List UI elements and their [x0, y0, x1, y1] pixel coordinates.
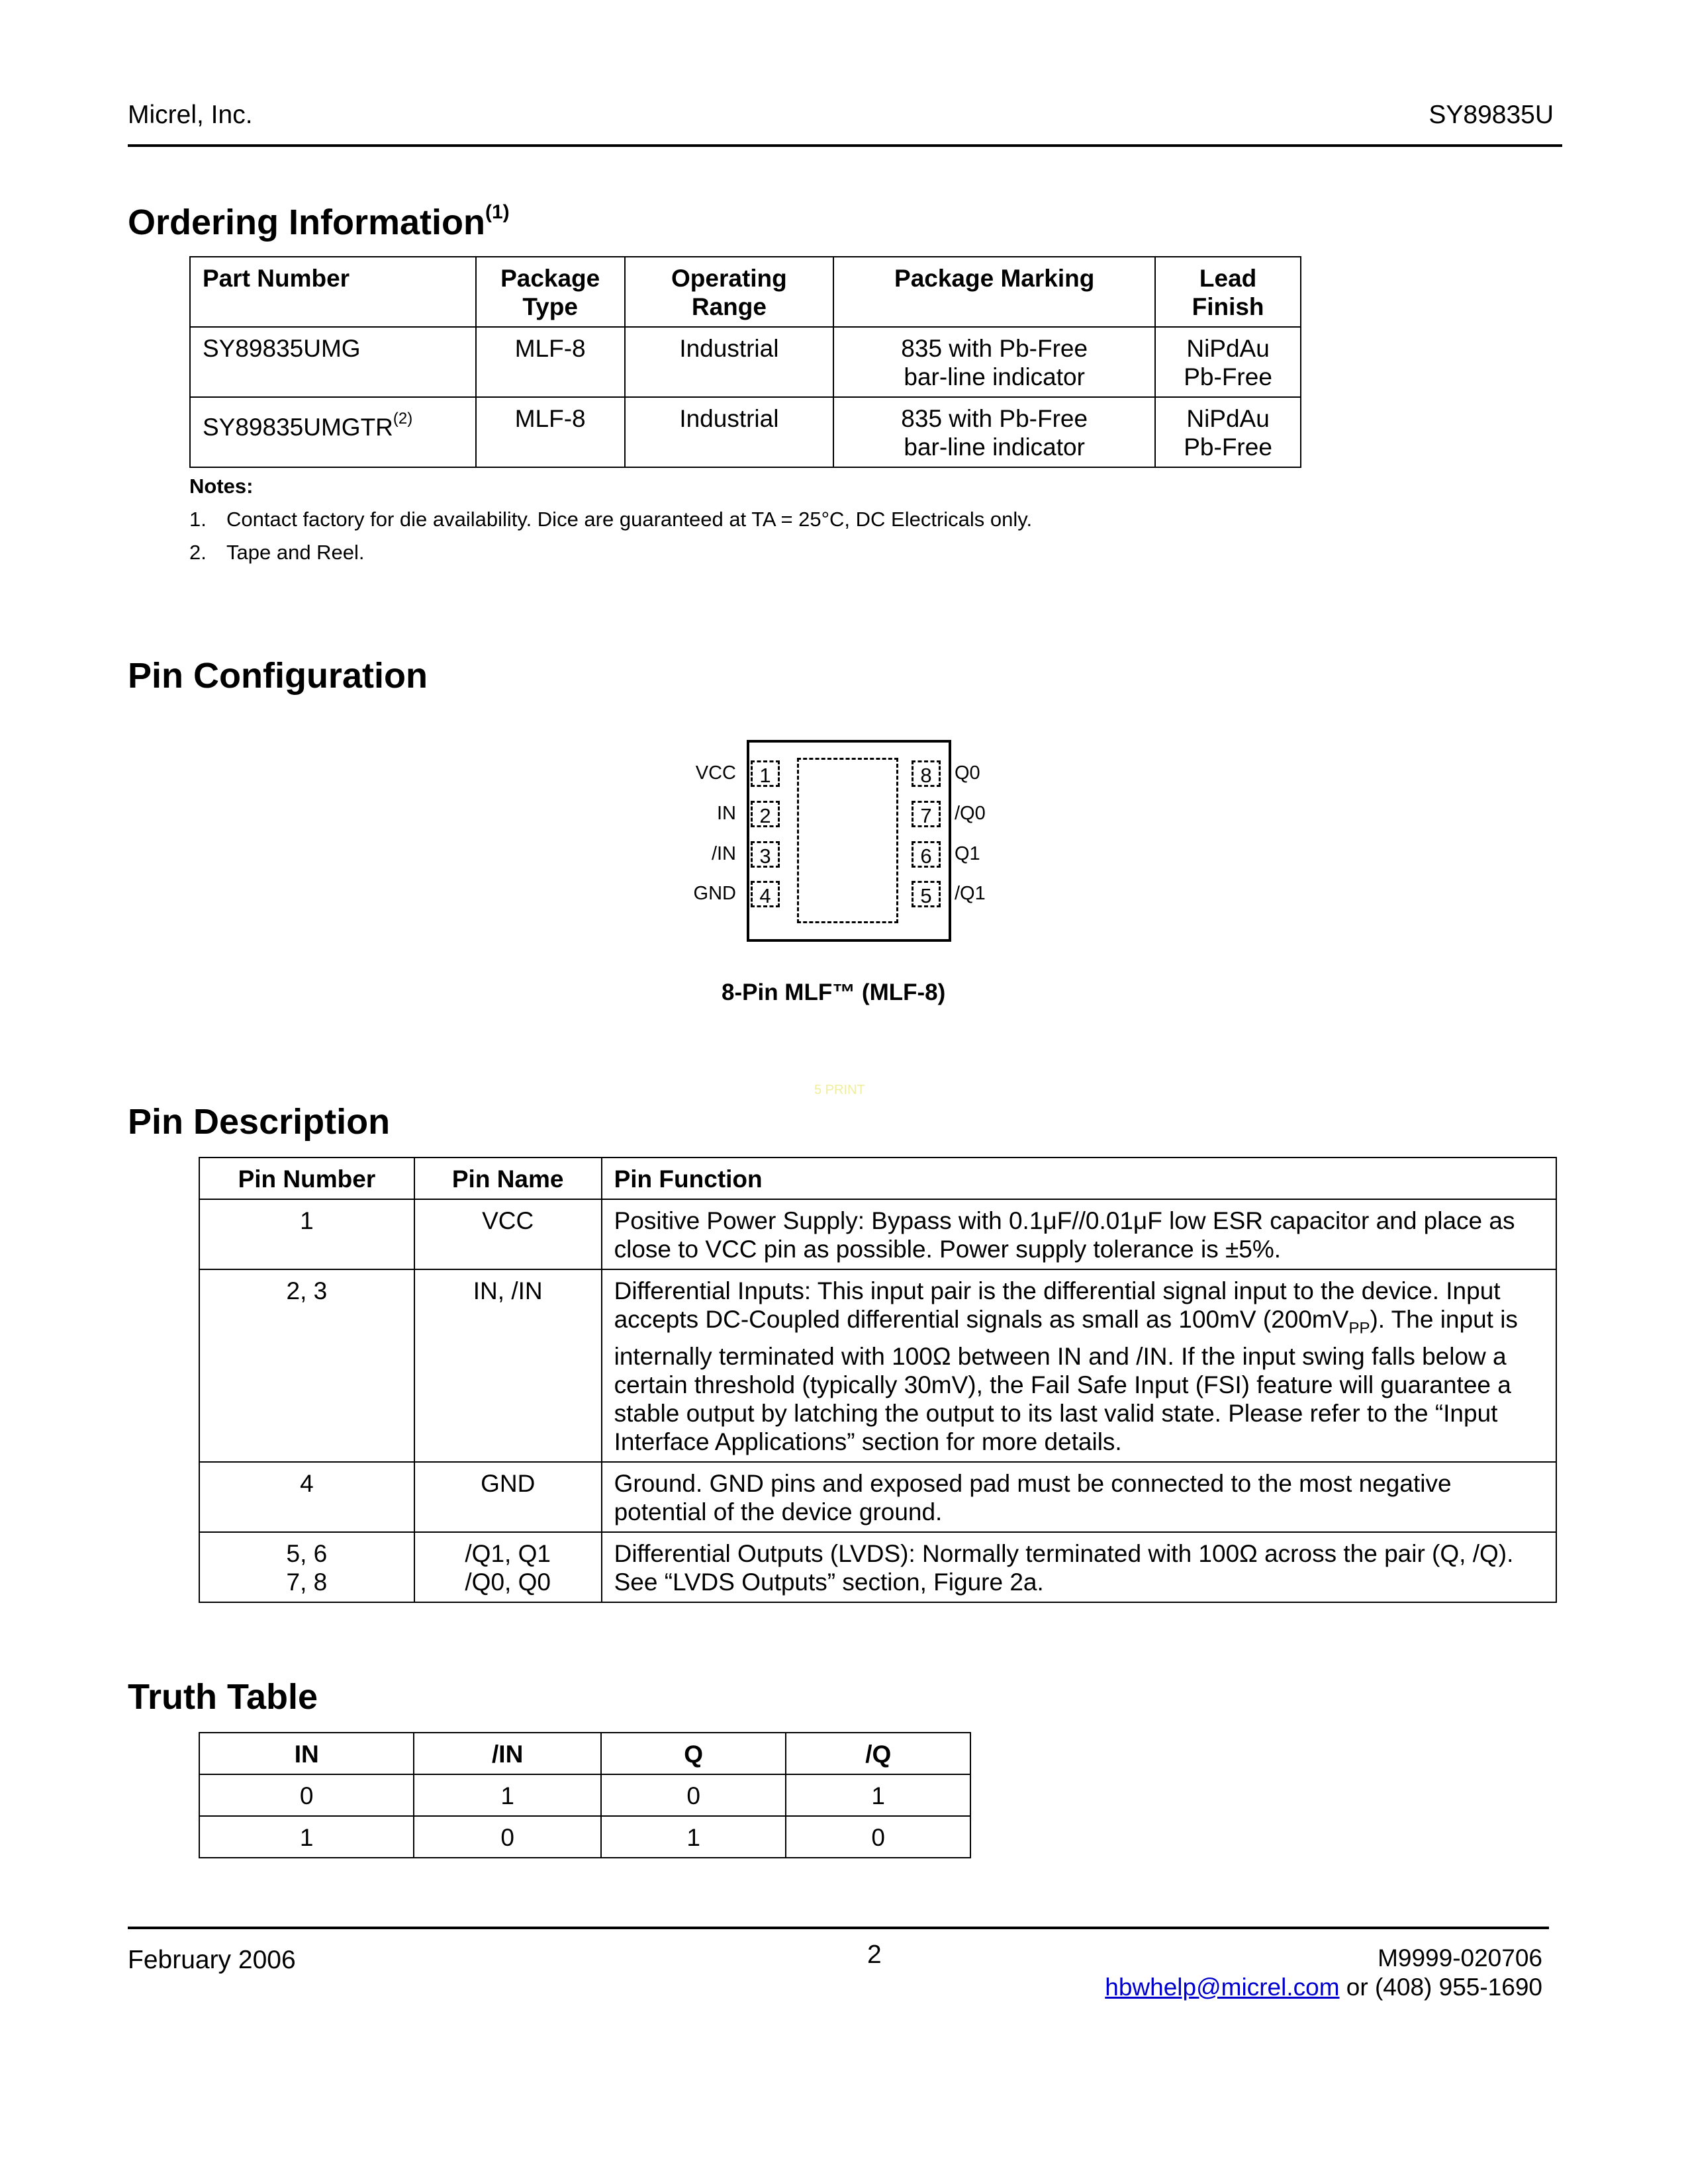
table-row	[199, 1774, 970, 1816]
pin-label-gnd: GND	[693, 883, 736, 904]
cell-finish: NiPdAu Pb-Free	[1155, 397, 1301, 467]
note-item: 2. Tape and Reel.	[189, 541, 365, 564]
cell-pin-function: Differential Outputs (LVDS): Normally terminated with 100Ω across the pair (Q, /Q). See “LVDS Outputs” section, Figure 2a.	[602, 1532, 1556, 1602]
pin-desc-header-row	[199, 1158, 1556, 1199]
cell-package: MLF-8	[476, 397, 625, 467]
truth-header-row	[199, 1733, 970, 1774]
ordering-notes: Notes: 1. Contact factory for die availability. Dice are guaranteed at TA = 25°C, DC Electricals only. 2. Tape and Reel.	[189, 470, 1032, 569]
note-item: 1. Contact factory for die availability. Dice are guaranteed at TA = 25°C, DC Electricals only.	[189, 508, 1033, 531]
footer-contact	[1105, 1974, 1542, 2001]
pin-2: 2	[751, 801, 780, 827]
col-nq: /Q	[786, 1733, 970, 1774]
pin-label-vcc: VCC	[695, 762, 736, 784]
cell-nq: 1	[786, 1774, 970, 1816]
col-lead-finish: Lead Finish	[1155, 257, 1301, 327]
col-operating-range: Operating Range	[625, 257, 834, 327]
cell-part: SY89835UMGTR$^{(2)}$	[190, 397, 476, 467]
table-row	[199, 1462, 1556, 1532]
cell-q: 1	[601, 1816, 786, 1858]
header-part-number: SY89835U	[1429, 101, 1554, 129]
col-pin-name: Pin Name	[414, 1158, 602, 1199]
cell-pin-number: 2, 3	[199, 1269, 414, 1462]
col-package-marking: Package Marking	[833, 257, 1155, 327]
cell-pin-number: 5, 6 7, 8	[199, 1532, 414, 1602]
truth-table	[199, 1732, 971, 1858]
pin-6: 6	[912, 841, 941, 868]
pin-config-title: Pin Configuration	[128, 656, 428, 696]
cell-range: Industrial	[625, 327, 834, 397]
cell-pin-function: Ground. GND pins and exposed pad must be connected to the most negative potential of the device ground.	[602, 1462, 1556, 1532]
table-row	[199, 1816, 970, 1858]
footer-phone: or (408) 955-1690	[1339, 1974, 1542, 2001]
ordering-title: Ordering Information$^{(1)}$	[128, 201, 510, 242]
pin-desc-title: Pin Description	[128, 1102, 391, 1142]
pin-1: 1	[751, 760, 780, 787]
pin-label-nq0: /Q0	[955, 803, 986, 824]
ordering-header-row	[190, 257, 1301, 327]
col-pin-function: Pin Function	[602, 1158, 1556, 1199]
pin-3: 3	[751, 841, 780, 868]
col-package-type: Package Type	[476, 257, 625, 327]
footer-page-number: 2	[867, 1940, 882, 1969]
cell-in: 1	[199, 1816, 414, 1858]
cell-pin-function: Positive Power Supply: Bypass with 0.1μF//0.01μF low ESR capacitor and place as close to VCC pin as possible. Power supply tolerance is ±5%.	[602, 1199, 1556, 1269]
exposed-pad	[797, 758, 898, 923]
cell-pin-function: Differential Inputs: This input pair is the differential signal input to the device. Input accepts DC-Coupled differential signals as small as 100mV $(200mV_{PP})$. The input is internally terminated with 100Ω between IN and /IN. If the input swing falls below a certain threshold (typically 30mV), the Fail Safe Input (FSI) feature will guarantee a stable output by latching the output to its last valid state. Please refer to the “Input Interface Applications” section for more details.	[602, 1269, 1556, 1462]
pin-label-q1: Q1	[955, 843, 980, 864]
cell-pin-number: 1	[199, 1199, 414, 1269]
footer-doc-number: M9999-020706	[1378, 1944, 1542, 1972]
pin-5: 5	[912, 881, 941, 907]
truth-table-title: Truth Table	[128, 1677, 318, 1717]
col-part-number: Part Number	[190, 257, 476, 327]
cell-pin-number: 4	[199, 1462, 414, 1532]
pin-label-nq1: /Q1	[955, 883, 986, 904]
pin-7: 7	[912, 801, 941, 827]
support-email-link[interactable]: hbwhelp@micrel.com	[1105, 1974, 1340, 2001]
table-row	[199, 1269, 1556, 1462]
cell-pin-name: IN, /IN	[414, 1269, 602, 1462]
cell-nin: 1	[414, 1774, 601, 1816]
cell-marking: 835 with Pb-Free bar-line indicator	[833, 327, 1155, 397]
table-row	[199, 1532, 1556, 1602]
col-nin: /IN	[414, 1733, 601, 1774]
header-company: Micrel, Inc.	[128, 101, 253, 129]
cell-range: Industrial	[625, 397, 834, 467]
cell-nin: 0	[414, 1816, 601, 1858]
table-row	[190, 327, 1301, 397]
cell-pin-name: /Q1, Q1 /Q0, Q0	[414, 1532, 602, 1602]
table-row	[199, 1199, 1556, 1269]
cell-marking: 835 with Pb-Free bar-line indicator	[833, 397, 1155, 467]
ordering-table	[189, 256, 1301, 468]
cell-finish: NiPdAu Pb-Free	[1155, 327, 1301, 397]
cell-package: MLF-8	[476, 327, 625, 397]
pin-description-table	[199, 1157, 1557, 1603]
footer-rule	[128, 1927, 1549, 1929]
pin-8: 8	[912, 760, 941, 787]
cell-pin-name: GND	[414, 1462, 602, 1532]
footer-date: February 2006	[128, 1946, 296, 1974]
cell-part: SY89835UMG	[190, 327, 476, 397]
cell-nq: 0	[786, 1816, 970, 1858]
col-pin-number: Pin Number	[199, 1158, 414, 1199]
cell-in: 0	[199, 1774, 414, 1816]
pin-label-q0: Q0	[955, 762, 980, 784]
table-row	[190, 397, 1301, 467]
col-in: IN	[199, 1733, 414, 1774]
watermark: 5 PRINT	[814, 1083, 865, 1097]
cell-q: 0	[601, 1774, 786, 1816]
col-q: Q	[601, 1733, 786, 1774]
pin-config-caption: 8-Pin MLF™ (MLF-8)	[722, 979, 946, 1005]
pin-label-in: IN	[717, 803, 736, 824]
pin-4: 4	[751, 881, 780, 907]
cell-pin-name: VCC	[414, 1199, 602, 1269]
pin-label-nin: /IN	[711, 843, 736, 864]
header-rule	[128, 144, 1562, 147]
